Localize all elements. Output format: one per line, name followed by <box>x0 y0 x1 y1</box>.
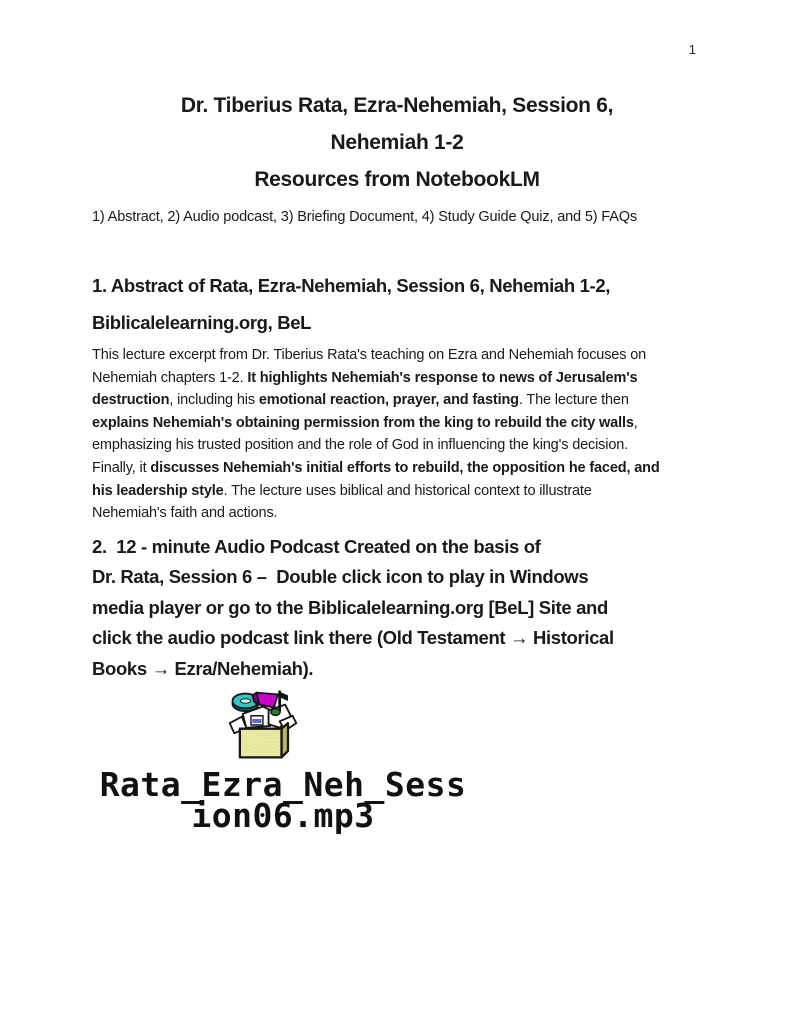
section1-abstract-paragraph: This lecture excerpt from Dr. Tiberius Rata's teaching on Ezra and Nehemiah focuses on Nehemiah chapters 1-2. It highlights Nehemiah's response to news of Jerusalem's destruction, including his emotional reaction, prayer, and fasting. The lecture then explains Nehemiah's obtaining permission from the king to rebuild the city walls, emphasizing his trusted position and the role of God in influencing the king's decision. Finally, it discusses Nehemiah's initial efforts to rebuild, the opposition he faced, and his leadership style. The lecture uses biblical and historical context to illustrate Nehemiah's faith and actions. <box>92 347 660 522</box>
box-texture <box>241 730 280 756</box>
note-head <box>271 709 280 716</box>
label-stripe <box>252 719 261 723</box>
section2-heading: 2. 12 - minute Audio Podcast Created on the basis of Dr. Rata, Session 6 – Double click icon to play in Windows media player or go to the Biblicalelearning.org [BeL] Site and click the audio podcast link there (Old Testament → Historical Books → Ezra/Nehemiah). <box>92 535 614 679</box>
disc-hole <box>240 699 250 703</box>
audio-filename: Rata_Ezra_Neh_Sess ion06.mp3 <box>99 765 467 836</box>
document-title: Dr. Tiberius Rata, Ezra-Nehemiah, Session 6, Nehemiah 1-2 Resources from NotebookLM <box>180 94 614 191</box>
resources-list-line: 1) Abstract, 2) Audio podcast, 3) Briefing Document, 4) Study Guide Quiz, and 5) FAQs <box>92 209 637 225</box>
page-number: 1 <box>688 42 696 57</box>
audio-podcast-object[interactable] <box>92 686 474 836</box>
case-front <box>257 693 278 708</box>
section1-heading: 1. Abstract of Rata, Ezra-Nehemiah, Session 6, Nehemiah 1-2, Biblicalelearning.org, BeL <box>92 275 611 333</box>
media-clip-icon[interactable] <box>226 686 300 764</box>
